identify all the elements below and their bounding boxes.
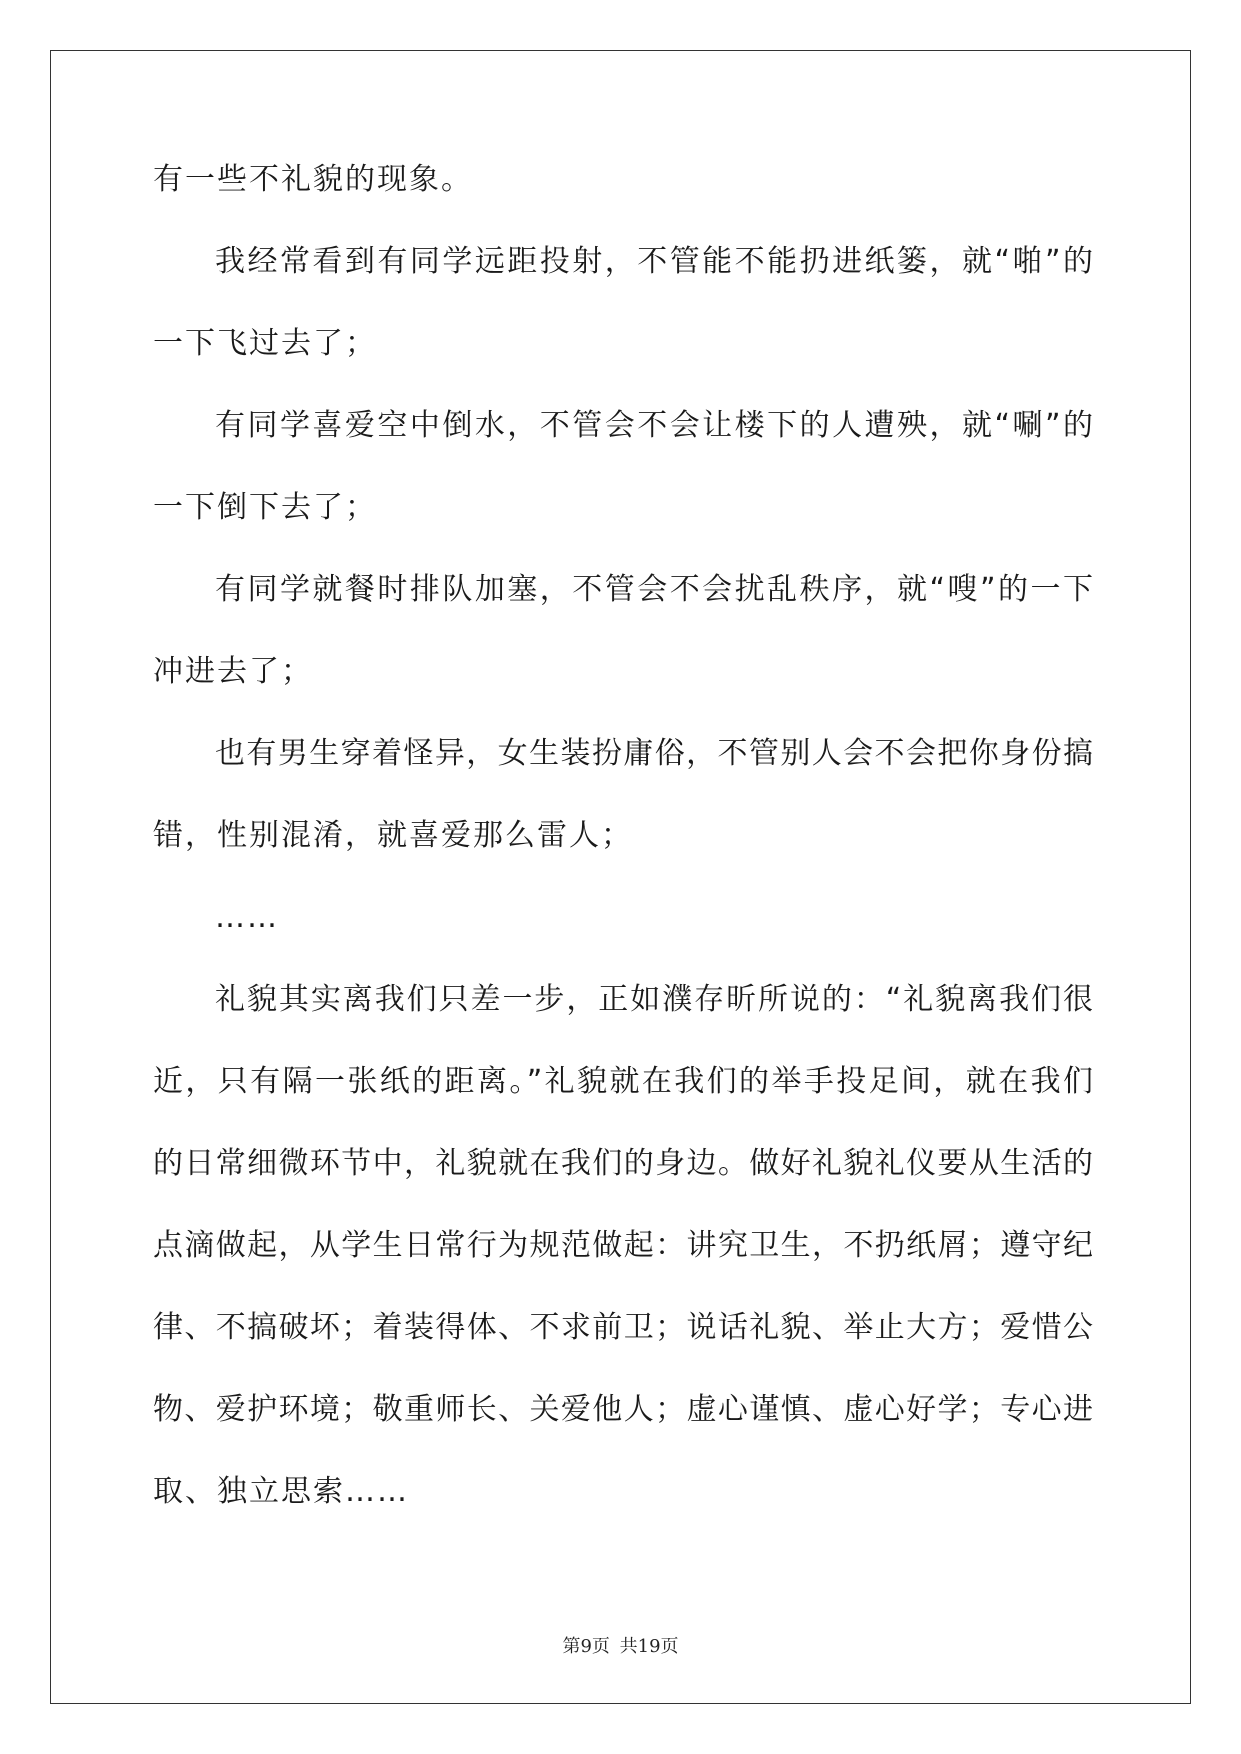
body-line-11: 礼貌其实离我们只差一步，正如濮存昕所说的：“礼貌离我们很 [215,982,1093,1017]
body-line-16: 物、爱护环境；敬重师长、关爱他人；虚心谨慎、虚心好学；专心进 [153,1392,1093,1427]
body-line-6: 有同学就餐时排队加塞，不管会不会扰乱秩序，就“嗖”的一下 [215,572,1093,607]
body-line-4: 有同学喜爱空中倒水，不管会不会让楼下的人遭殃，就“唰”的 [215,408,1093,443]
body-line-12: 近，只有隔一张纸的距离。”礼貌就在我们的举手投足间，就在我们 [153,1064,1093,1099]
body-line-13: 的日常细微环节中，礼貌就在我们的身边。做好礼貌礼仪要从生活的 [153,1146,1093,1181]
body-line-1: 有一些不礼貌的现象。 [153,162,473,197]
body-line-10: …… [215,900,279,935]
document-body [153,155,1093,1549]
body-line-17: 取、独立思索…… [153,1474,409,1509]
body-line-9: 错，性别混淆，就喜爱那么雷人； [153,818,633,853]
body-line-15: 律、不搞破坏；着装得体、不求前卫；说话礼貌、举止大方；爱惜公 [153,1310,1093,1345]
body-line-2: 我经常看到有同学远距投射，不管能不能扔进纸篓，就“啪”的 [215,244,1093,279]
body-line-8: 也有男生穿着怪异，女生装扮庸俗，不管别人会不会把你身份搞 [215,736,1093,771]
page-footer [0,1632,1241,1658]
body-line-5: 一下倒下去了； [153,490,377,525]
body-line-7: 冲进去了； [153,654,313,689]
page-number-current: 第9页 [562,1636,610,1657]
body-line-3: 一下飞过去了； [153,326,377,361]
body-line-14: 点滴做起，从学生日常行为规范做起：讲究卫生，不扔纸屑；遵守纪 [153,1228,1093,1263]
page-number-total: 共19页 [619,1636,679,1657]
